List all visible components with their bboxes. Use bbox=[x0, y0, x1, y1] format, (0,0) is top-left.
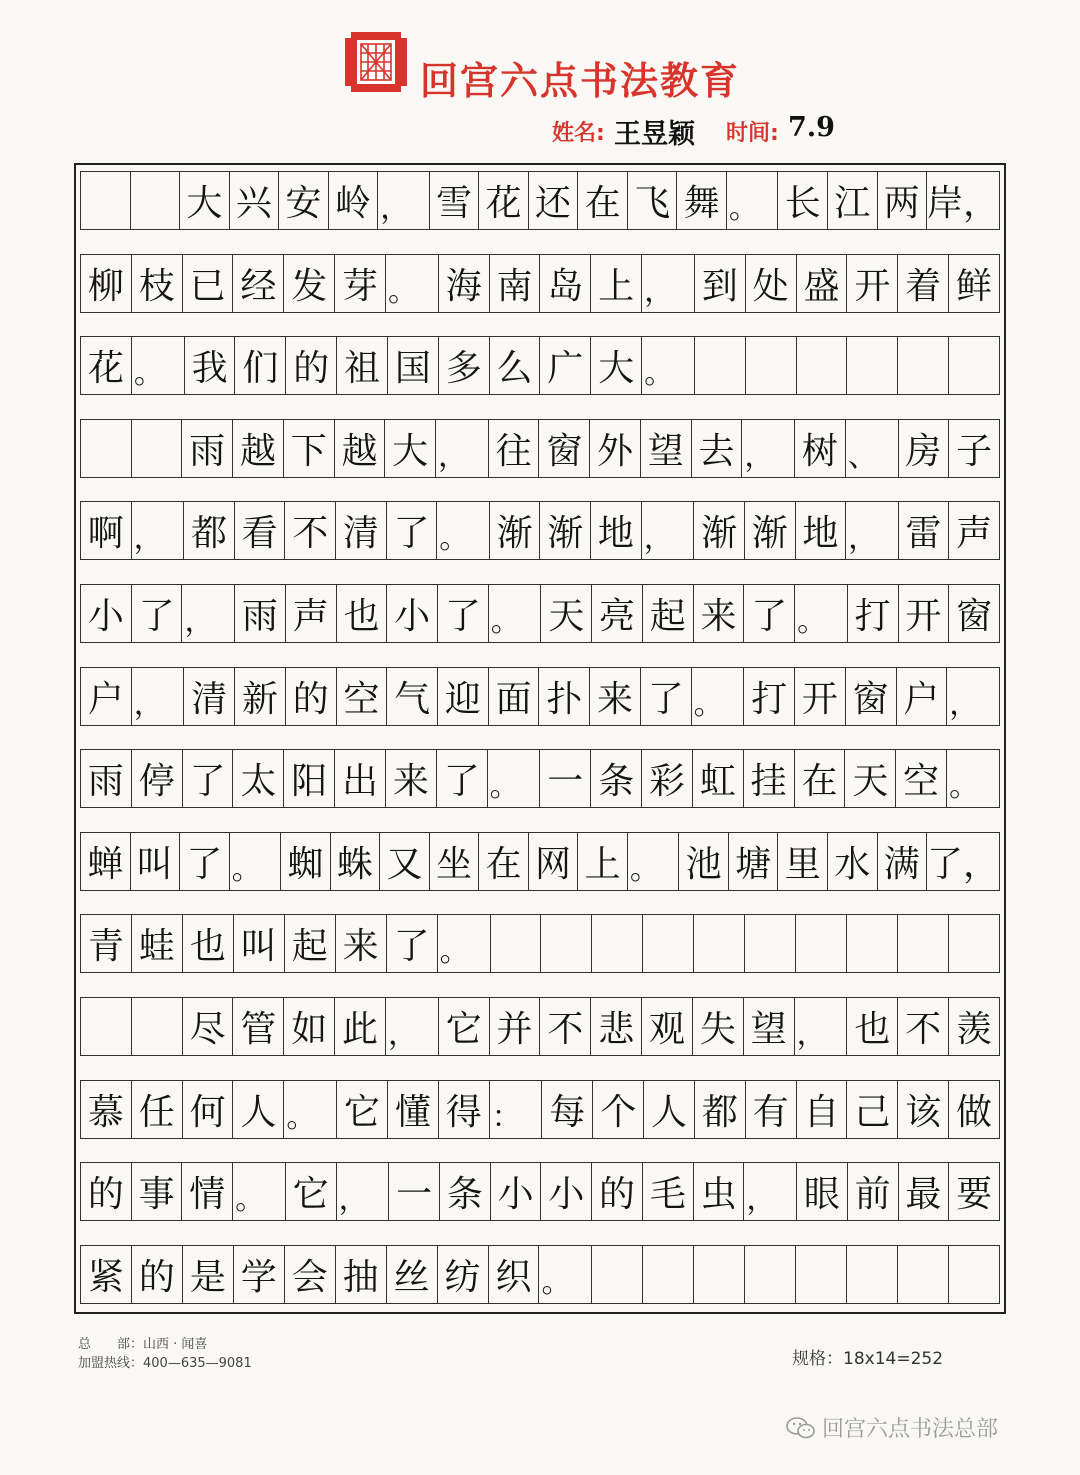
grid-cell: ， bbox=[946, 668, 1000, 725]
grid-cell: 来 bbox=[693, 585, 744, 642]
grid-cell: 条 bbox=[439, 1163, 490, 1220]
grid-cell: 南 bbox=[489, 255, 540, 312]
grid-cell: 窗 bbox=[538, 420, 589, 477]
grid-cell: 人 bbox=[232, 1081, 283, 1138]
grid-cell: 兴 bbox=[229, 172, 279, 229]
grid-cell: 上 bbox=[577, 833, 627, 890]
grid-cell: 己 bbox=[846, 1081, 897, 1138]
grid-cell: 打 bbox=[847, 585, 898, 642]
grid-cell: 网 bbox=[528, 833, 578, 890]
grid-cell: ， bbox=[131, 668, 184, 725]
grid-cell bbox=[591, 915, 642, 972]
grid-row bbox=[80, 336, 1000, 395]
grid-cell: 在 bbox=[794, 750, 845, 807]
grid-cell bbox=[591, 1246, 642, 1303]
grid-cell: 祖 bbox=[336, 337, 387, 394]
grid-cell: 大 bbox=[384, 420, 435, 477]
grid-cell: 两 bbox=[877, 172, 927, 229]
grid-cell bbox=[80, 172, 130, 229]
grid-cell: 花 bbox=[80, 337, 131, 394]
grid-cell: 处 bbox=[745, 255, 796, 312]
grid-cell: 望 bbox=[743, 998, 794, 1055]
grid-cell: 雷 bbox=[898, 502, 949, 559]
grid-cell: 安 bbox=[278, 172, 328, 229]
grid-cell: 望 bbox=[640, 420, 691, 477]
grid-cell: 阳 bbox=[283, 750, 334, 807]
grid-cell: 亮 bbox=[591, 585, 642, 642]
grid-cell: 雪 bbox=[429, 172, 479, 229]
grid-cell: 管 bbox=[232, 998, 283, 1055]
grid-cell: ， bbox=[435, 420, 488, 477]
grid-cell: 大 bbox=[179, 172, 229, 229]
grid-cell: 声 bbox=[285, 585, 336, 642]
grid-cell: 何 bbox=[182, 1081, 233, 1138]
grid-cell: 。 bbox=[538, 1246, 591, 1303]
grid-cell: 枝 bbox=[131, 255, 182, 312]
grid-cell: 广 bbox=[539, 337, 590, 394]
grid-cell: ， bbox=[181, 585, 234, 642]
grid-cell: 也 bbox=[182, 915, 233, 972]
grid-cell: 学 bbox=[233, 1246, 284, 1303]
grid-cell: 条 bbox=[590, 750, 641, 807]
grid-cell: 的 bbox=[131, 1246, 182, 1303]
grid-row bbox=[80, 997, 1000, 1056]
time-label: 时间: bbox=[726, 121, 779, 146]
grid-cell: 。 bbox=[641, 337, 694, 394]
grid-cell: 空 bbox=[895, 750, 946, 807]
grid-row bbox=[80, 749, 1000, 808]
grid-cell: 来 bbox=[335, 915, 386, 972]
grid-cell: 了 bbox=[743, 585, 794, 642]
grid-cell: 越 bbox=[232, 420, 283, 477]
grid-cell bbox=[131, 998, 182, 1055]
mi-grid-logo-icon bbox=[343, 30, 409, 94]
grid-cell: 它 bbox=[438, 998, 489, 1055]
grid-cell: 蛛 bbox=[330, 833, 380, 890]
grid-cell: 虹 bbox=[692, 750, 743, 807]
grid-cell: 气 bbox=[386, 668, 437, 725]
grid-cell: 天 bbox=[540, 585, 591, 642]
grid-cell bbox=[897, 915, 948, 972]
grid-cell: 青 bbox=[80, 915, 131, 972]
grid-cell: 清 bbox=[183, 668, 234, 725]
grid-cell bbox=[540, 915, 591, 972]
grid-cell: 池 bbox=[678, 833, 728, 890]
grid-cell: 蛙 bbox=[131, 915, 182, 972]
grid-cell: ： bbox=[489, 1081, 542, 1138]
grid-cell: 外 bbox=[589, 420, 640, 477]
grid-cell: 面 bbox=[488, 668, 539, 725]
grid-cell: 虫 bbox=[693, 1163, 744, 1220]
grid-cell: 开 bbox=[898, 585, 949, 642]
grid-cell: 。 bbox=[385, 255, 438, 312]
grid-cell: 下 bbox=[283, 420, 334, 477]
grid-cell: 个 bbox=[592, 1081, 643, 1138]
grid-cell: 了 bbox=[386, 915, 437, 972]
grid-cell: 织 bbox=[488, 1246, 539, 1303]
grid-cell: 也 bbox=[336, 585, 387, 642]
grid-cell: 了 bbox=[436, 750, 487, 807]
grid-cell: ， bbox=[743, 1163, 796, 1220]
watermark bbox=[786, 1412, 998, 1443]
grid-cell: 渐 bbox=[693, 502, 744, 559]
grid-cell: 自 bbox=[796, 1081, 847, 1138]
grid-cell: 往 bbox=[488, 420, 539, 477]
grid-cell: 看 bbox=[234, 502, 285, 559]
brand-title: 回宫六点书法教育 bbox=[420, 58, 741, 103]
grid-cell: 大 bbox=[590, 337, 641, 394]
grid-cell: 蝉 bbox=[80, 833, 130, 890]
grid-cell: 天 bbox=[844, 750, 895, 807]
grid-row bbox=[80, 667, 1000, 726]
grid-cell: ， bbox=[641, 502, 694, 559]
grid-cell: 并 bbox=[489, 998, 540, 1055]
grid-cell: 海 bbox=[438, 255, 489, 312]
grid-cell: 太 bbox=[232, 750, 283, 807]
grid-cell: 去 bbox=[691, 420, 742, 477]
grid-cell bbox=[846, 1246, 897, 1303]
grid-cell: 。 bbox=[437, 915, 490, 972]
grid-cell: 空 bbox=[336, 668, 387, 725]
grid-cell: 塘 bbox=[728, 833, 778, 890]
grid-cell bbox=[948, 915, 1000, 972]
grid-cell: 尽 bbox=[182, 998, 233, 1055]
grid-cell: 扑 bbox=[538, 668, 589, 725]
grid-cell: 悲 bbox=[590, 998, 641, 1055]
grid-cell: 彩 bbox=[641, 750, 692, 807]
grid-cell: 不 bbox=[284, 502, 335, 559]
grid-cell: 么 bbox=[489, 337, 540, 394]
grid-cell: 渐 bbox=[489, 502, 540, 559]
grid-cell: 也 bbox=[846, 998, 897, 1055]
grid-cell: 新 bbox=[234, 668, 285, 725]
grid-row bbox=[80, 584, 1000, 643]
grid-cell: 蜘 bbox=[280, 833, 330, 890]
grid-cell: 越 bbox=[334, 420, 385, 477]
grid-cell: 啊 bbox=[80, 502, 131, 559]
grid-cell: 花 bbox=[478, 172, 528, 229]
grid-cell: 一 bbox=[388, 1163, 439, 1220]
grid-cell bbox=[795, 1246, 846, 1303]
grid-cell: 要 bbox=[948, 1163, 1000, 1220]
grid-cell: 窗 bbox=[948, 585, 1000, 642]
grid-cell: 懂 bbox=[387, 1081, 438, 1138]
grid-cell: 不 bbox=[897, 998, 948, 1055]
grid-cell: 停 bbox=[131, 750, 182, 807]
grid-cell: 的 bbox=[285, 668, 336, 725]
grid-row bbox=[80, 1162, 1000, 1221]
grid-cell: 小 bbox=[540, 1163, 591, 1220]
grid-cell: 事 bbox=[131, 1163, 182, 1220]
grid-cell: 地 bbox=[795, 502, 846, 559]
name-label: 姓名: bbox=[552, 121, 605, 146]
grid-cell: 房 bbox=[898, 420, 949, 477]
grid-cell: 经 bbox=[232, 255, 283, 312]
grid-cell: ， bbox=[336, 1163, 389, 1220]
grid-cell bbox=[744, 1246, 795, 1303]
grid-cell bbox=[948, 1246, 1000, 1303]
grid-cell: 。 bbox=[691, 668, 744, 725]
grid-cell: 岭 bbox=[328, 172, 378, 229]
grid-cell: 任 bbox=[131, 1081, 182, 1138]
grid-cell: 此 bbox=[334, 998, 385, 1055]
grid-cell: 的 bbox=[80, 1163, 131, 1220]
grid-cell: 上 bbox=[590, 255, 641, 312]
grid-cell: 柳 bbox=[80, 255, 131, 312]
grid-cell bbox=[796, 337, 847, 394]
grid-cell: 毛 bbox=[642, 1163, 693, 1220]
grid-cell: 每 bbox=[541, 1081, 592, 1138]
grid-row bbox=[80, 254, 1000, 313]
grid-cell: 子 bbox=[948, 420, 1000, 477]
grid-cell: 长 bbox=[777, 172, 827, 229]
grid-spec: 规格：18x14=252 bbox=[792, 1349, 944, 1369]
grid-cell bbox=[795, 915, 846, 972]
grid-cell bbox=[693, 915, 744, 972]
grid-cell: 。 bbox=[436, 502, 489, 559]
grid-cell: 树 bbox=[794, 420, 845, 477]
grid-cell: 水 bbox=[827, 833, 877, 890]
grid-cell bbox=[897, 337, 948, 394]
grid-cell bbox=[745, 337, 796, 394]
grid-cell: 。 bbox=[487, 750, 540, 807]
grid-cell: 一 bbox=[539, 750, 590, 807]
grid-cell: 里 bbox=[777, 833, 827, 890]
grid-cell: 声 bbox=[948, 502, 1000, 559]
grid-cell: 岛 bbox=[539, 255, 590, 312]
grid-cell: 慕 bbox=[80, 1081, 131, 1138]
grid-cell: 打 bbox=[743, 668, 794, 725]
grid-cell: 。 bbox=[794, 585, 847, 642]
grid-cell: 清 bbox=[335, 502, 386, 559]
grid-cell: 户 bbox=[896, 668, 947, 725]
grid-row bbox=[80, 1245, 1000, 1304]
grid-cell: 雨 bbox=[234, 585, 285, 642]
grid-cell: 我 bbox=[184, 337, 235, 394]
wechat-icon bbox=[786, 1417, 816, 1439]
grid-cell: 有 bbox=[745, 1081, 796, 1138]
student-name: 王昱颖 bbox=[614, 119, 695, 150]
grid-cell: 抽 bbox=[335, 1246, 386, 1303]
grid-cell: 出 bbox=[334, 750, 385, 807]
grid-cell: 小 bbox=[80, 585, 131, 642]
grid-cell: 盛 bbox=[796, 255, 847, 312]
grid-cell: 。 bbox=[726, 172, 778, 229]
grid-cell: 来 bbox=[385, 750, 436, 807]
grid-cell: ， bbox=[794, 998, 847, 1055]
grid-cell: 羡 bbox=[948, 998, 1000, 1055]
grid-cell: 还 bbox=[528, 172, 578, 229]
grid-cell: 它 bbox=[285, 1163, 336, 1220]
grid-cell: 观 bbox=[641, 998, 692, 1055]
grid-cell: 会 bbox=[284, 1246, 335, 1303]
grid-cell: 起 bbox=[284, 915, 335, 972]
grid-cell bbox=[80, 998, 131, 1055]
grid-cell: ， bbox=[845, 502, 898, 559]
grid-cell: 如 bbox=[283, 998, 334, 1055]
grid-cell: 做 bbox=[948, 1081, 1000, 1138]
grid-cell: 着 bbox=[897, 255, 948, 312]
grid-cell: 飞 bbox=[627, 172, 677, 229]
grid-cell: 是 bbox=[182, 1246, 233, 1303]
grid-cell: ， bbox=[741, 420, 794, 477]
grid-cell: ， bbox=[377, 172, 429, 229]
grid-cell: 都 bbox=[183, 502, 234, 559]
grid-row bbox=[80, 171, 1000, 230]
grid-cell: 。 bbox=[131, 337, 184, 394]
date-value: 7.9 bbox=[788, 112, 835, 143]
grid-cell bbox=[948, 337, 1000, 394]
grid-cell bbox=[130, 172, 180, 229]
grid-cell: 前 bbox=[847, 1163, 898, 1220]
grid-cell bbox=[846, 915, 897, 972]
grid-cell bbox=[642, 1246, 693, 1303]
grid-cell: ， bbox=[385, 998, 438, 1055]
grid-cell: 起 bbox=[642, 585, 693, 642]
grid-row bbox=[80, 832, 1000, 891]
grid-cell: 挂 bbox=[743, 750, 794, 807]
grid-cell: 。 bbox=[946, 750, 1000, 807]
grid-cell: 。 bbox=[627, 833, 679, 890]
grid-cell: 江 bbox=[827, 172, 877, 229]
grid-cell: 到 bbox=[694, 255, 745, 312]
grid-cell: 丝 bbox=[386, 1246, 437, 1303]
hotline-info: 加盟热线：400—635—9081 bbox=[78, 1356, 252, 1371]
watermark-text: 回宫六点书法总部 bbox=[822, 1417, 999, 1442]
grid-cell: 在 bbox=[577, 172, 627, 229]
grid-cell: 渐 bbox=[744, 502, 795, 559]
grid-cell: ， bbox=[641, 255, 694, 312]
grid-cell: 。 bbox=[283, 1081, 336, 1138]
writing-grid bbox=[74, 163, 1006, 1314]
grid-cell: 已 bbox=[182, 255, 233, 312]
grid-cell: 眼 bbox=[796, 1163, 847, 1220]
grid-cell: 坐 bbox=[429, 833, 479, 890]
grid-cell bbox=[846, 337, 897, 394]
grid-cell bbox=[131, 420, 182, 477]
grid-cell: 又 bbox=[379, 833, 429, 890]
grid-cell: 的 bbox=[285, 337, 336, 394]
grid-cell bbox=[897, 1246, 948, 1303]
headquarters-info: 总 部：山西 · 闻喜 bbox=[78, 1337, 208, 1352]
grid-cell: 紧 bbox=[80, 1246, 131, 1303]
grid-cell: 小 bbox=[490, 1163, 541, 1220]
grid-cell: 鲜 bbox=[948, 255, 1000, 312]
grid-cell: 雨 bbox=[80, 750, 131, 807]
grid-cell: 了 bbox=[437, 585, 488, 642]
grid-cell: 来 bbox=[589, 668, 640, 725]
grid-cell: 开 bbox=[846, 255, 897, 312]
grid-cell: 们 bbox=[234, 337, 285, 394]
grid-cell: 它 bbox=[336, 1081, 387, 1138]
grid-cell: 了 bbox=[131, 585, 182, 642]
grid-cell: 最 bbox=[898, 1163, 949, 1220]
grid-row bbox=[80, 914, 1000, 973]
grid-cell: 叫 bbox=[233, 915, 284, 972]
grid-cell: 的 bbox=[591, 1163, 642, 1220]
grid-row bbox=[80, 501, 1000, 560]
grid-cell bbox=[80, 420, 131, 477]
grid-cell: 情 bbox=[181, 1163, 232, 1220]
grid-cell: 叫 bbox=[130, 833, 180, 890]
grid-cell: 户 bbox=[80, 668, 131, 725]
grid-cell: 了 bbox=[179, 833, 229, 890]
grid-cell: ， bbox=[131, 502, 184, 559]
grid-cell bbox=[744, 915, 795, 972]
grid-cell: 。 bbox=[488, 585, 541, 642]
grid-cell: 窗 bbox=[845, 668, 896, 725]
grid-cell: 渐 bbox=[539, 502, 590, 559]
grid-cell: 都 bbox=[694, 1081, 745, 1138]
grid-cell: 迎 bbox=[437, 668, 488, 725]
grid-cell: 岸， bbox=[926, 172, 1000, 229]
grid-cell: 芽 bbox=[334, 255, 385, 312]
grid-cell: 失 bbox=[692, 998, 743, 1055]
grid-cell bbox=[490, 915, 541, 972]
grid-cell: 、 bbox=[845, 420, 898, 477]
grid-row bbox=[80, 1080, 1000, 1139]
grid-cell: 在 bbox=[478, 833, 528, 890]
grid-cell: 了 bbox=[386, 502, 437, 559]
grid-cell: 舞 bbox=[676, 172, 726, 229]
grid-cell: 得 bbox=[438, 1081, 489, 1138]
grid-cell: 开 bbox=[794, 668, 845, 725]
grid-cell: 雨 bbox=[181, 420, 232, 477]
grid-cell: 国 bbox=[387, 337, 438, 394]
grid-cell: 小 bbox=[386, 585, 437, 642]
grid-cell bbox=[693, 1246, 744, 1303]
grid-row bbox=[80, 419, 1000, 478]
grid-cell: 地 bbox=[590, 502, 641, 559]
grid-cell: 发 bbox=[283, 255, 334, 312]
grid-cell: 该 bbox=[897, 1081, 948, 1138]
grid-cell: 多 bbox=[438, 337, 489, 394]
grid-cell: 人 bbox=[643, 1081, 694, 1138]
grid-cell: 了， bbox=[926, 833, 1000, 890]
grid-cell: 。 bbox=[232, 1163, 285, 1220]
grid-cell: 纺 bbox=[437, 1246, 488, 1303]
grid-cell bbox=[694, 337, 745, 394]
grid-cell: 不 bbox=[539, 998, 590, 1055]
grid-cell bbox=[642, 915, 693, 972]
grid-cell: 满 bbox=[877, 833, 927, 890]
grid-cell: 了 bbox=[182, 750, 233, 807]
grid-cell: 了 bbox=[640, 668, 691, 725]
grid-cell: 。 bbox=[229, 833, 281, 890]
